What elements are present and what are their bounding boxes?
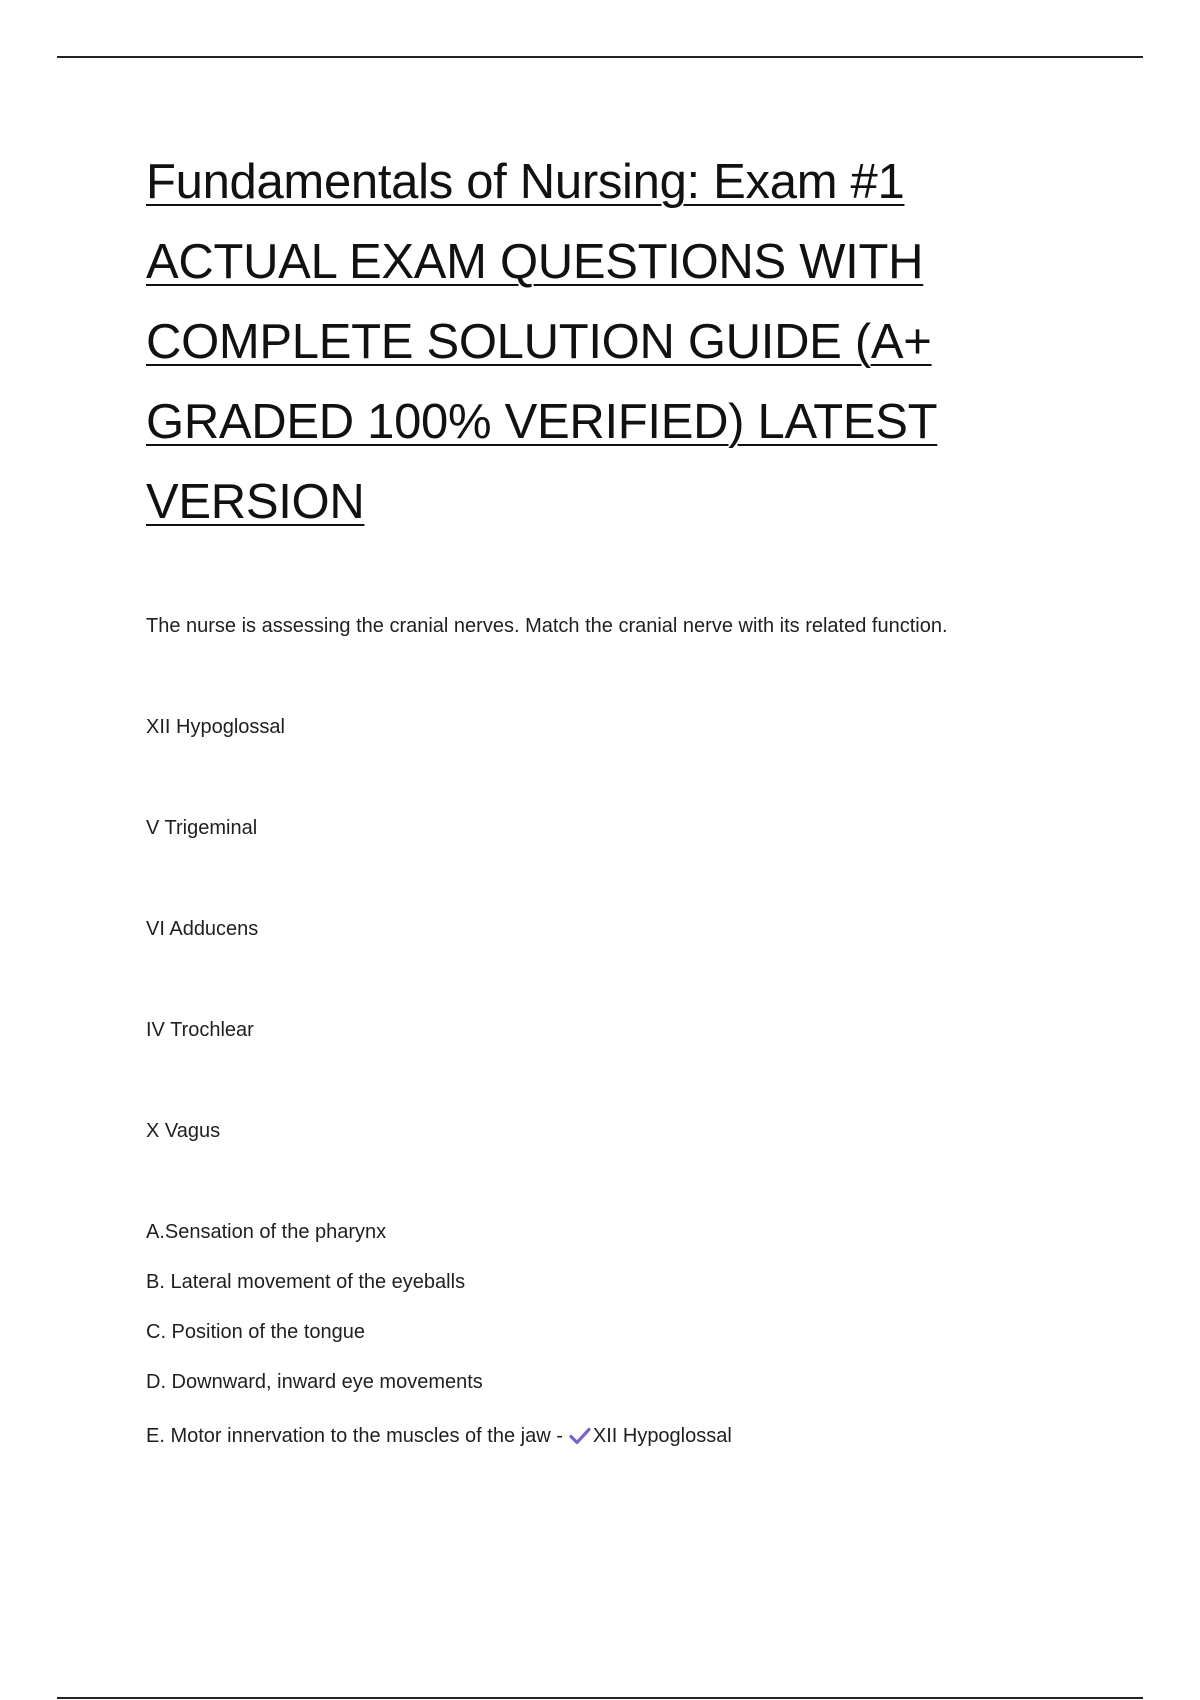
title-line: Fundamentals of Nursing: Exam #1 [146,155,905,209]
nerve-item: VI Adducens [146,918,259,940]
option-item: C. Position of the tongue [146,1321,366,1343]
option-item: A.Sensation of the pharynx [146,1221,387,1243]
nerve-item: V Trigeminal [146,817,258,839]
option-item: D. Downward, inward eye movements [146,1371,483,1393]
nerve-item: IV Trochlear [146,1019,254,1041]
nerve-item: XII Hypoglossal [146,716,285,738]
answer-text: XII Hypoglossal [592,1425,732,1447]
document-title [146,142,1106,542]
title-line: ACTUAL EXAM QUESTIONS WITH [146,235,924,289]
question-text: The nurse is assessing the cranial nerves. Match the cranial nerve with its related function. [146,615,948,637]
title-line: GRADED 100% VERIFIED) LATEST [146,395,938,449]
bottom-divider [57,1697,1143,1699]
option-item: E. Motor innervation to the muscles of the jaw - [146,1425,563,1447]
checkmark-icon [569,1427,591,1445]
title-line: VERSION [146,475,365,529]
title-line: COMPLETE SOLUTION GUIDE (A+ [146,315,932,369]
nerve-item: X Vagus [146,1120,221,1142]
answer-line [146,1424,732,1448]
option-item: B. Lateral movement of the eyeballs [146,1271,466,1293]
top-divider [57,56,1143,58]
